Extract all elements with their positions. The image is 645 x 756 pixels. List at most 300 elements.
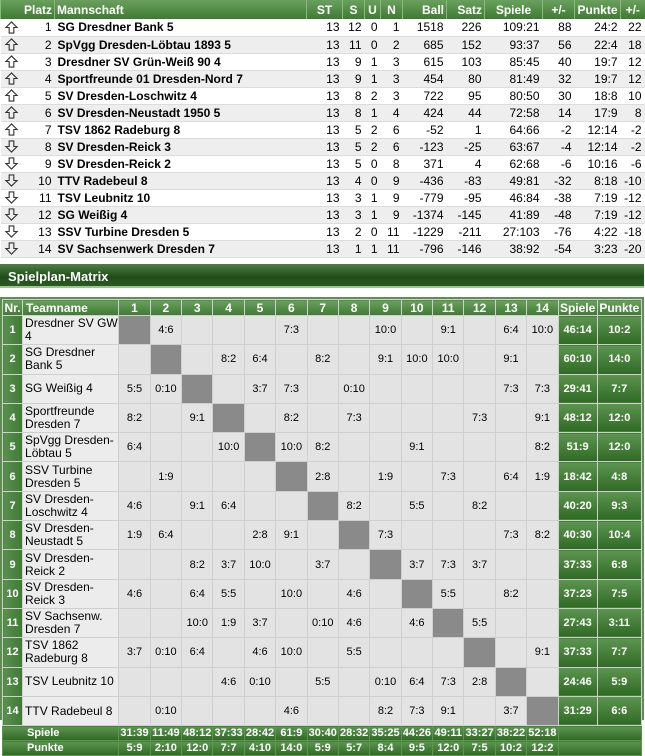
matrix-result-cell[interactable]: 0:10 xyxy=(150,374,181,403)
matrix-total-spiele: 31:29 xyxy=(558,696,597,725)
matrix-self-cell xyxy=(213,403,244,432)
matrix-team-name[interactable]: SSV Turbine Dresden 5 xyxy=(23,462,119,491)
standings-matches: 80:50 xyxy=(485,87,543,104)
matrix-result-cell[interactable]: 6:4 xyxy=(182,638,213,667)
standings-balls: 371 xyxy=(403,155,447,172)
matrix-result-cell[interactable]: 0:10 xyxy=(307,608,338,637)
standings-row[interactable] xyxy=(1,223,645,240)
matrix-result-cell[interactable]: 8:2 xyxy=(338,491,369,520)
matrix-team-name[interactable]: SV Dresden-Reick 2 xyxy=(23,550,119,579)
standings-wins: 12 xyxy=(343,19,365,36)
matrix-result-cell xyxy=(370,433,401,462)
matrix-total-spiele: 46:14 xyxy=(558,316,597,345)
matrix-result-cell[interactable]: 4:6 xyxy=(276,696,307,725)
standings-team-name: SV Dresden-Loschwitz 4 xyxy=(55,87,307,104)
matrix-result-cell[interactable]: 9:1 xyxy=(527,403,558,432)
matrix-result-cell[interactable]: 4:6 xyxy=(213,667,244,696)
matrix-result-cell[interactable]: 7:3 xyxy=(433,667,464,696)
standings-balls: -52 xyxy=(403,121,447,138)
matrix-row-number: 12 xyxy=(3,638,23,667)
matrix-result-cell[interactable]: 9:1 xyxy=(433,316,464,345)
matrix-row xyxy=(3,579,642,608)
matrix-result-cell[interactable]: 4:6 xyxy=(119,491,150,520)
matrix-col-6: 6 xyxy=(276,300,307,316)
matrix-result-cell[interactable]: 6:4 xyxy=(401,667,432,696)
standings-games: 13 xyxy=(307,138,343,155)
matrix-self-cell xyxy=(244,433,275,462)
matrix-result-cell[interactable]: 2:8 xyxy=(307,462,338,491)
matrix-result-cell[interactable]: 6:4 xyxy=(495,462,526,491)
col-points-diff[interactable]: +/- xyxy=(621,0,645,19)
standings-place: 14 xyxy=(23,240,55,257)
matrix-result-cell[interactable]: 4:6 xyxy=(244,638,275,667)
matrix-result-cell[interactable]: 1:9 xyxy=(527,462,558,491)
matrix-team-name[interactable]: SG Weißig 4 xyxy=(23,374,119,403)
matrix-result-cell[interactable]: 8:2 xyxy=(527,521,558,550)
standings-draws: 1 xyxy=(365,206,381,223)
matrix-result-cell[interactable]: 7:3 xyxy=(433,462,464,491)
matrix-result-cell[interactable]: 6:4 xyxy=(182,579,213,608)
arrow-down-icon xyxy=(1,155,23,172)
matrix-result-cell[interactable]: 9:1 xyxy=(495,345,526,374)
standings-points: 17:9 xyxy=(575,104,621,121)
matrix-result-cell xyxy=(495,608,526,637)
matrix-result-cell[interactable]: 9:1 xyxy=(370,345,401,374)
matrix-col-13: 13 xyxy=(495,300,526,316)
standings-games: 13 xyxy=(307,87,343,104)
matrix-result-cell xyxy=(150,667,181,696)
footer-punkte-value: 9:5 xyxy=(401,741,432,756)
matrix-result-cell[interactable]: 5:5 xyxy=(213,579,244,608)
standings-games: 13 xyxy=(307,53,343,70)
arrow-down-icon xyxy=(1,206,23,223)
matrix-result-cell[interactable]: 9:1 xyxy=(276,521,307,550)
standings-matches: 93:37 xyxy=(485,36,543,53)
standings-table xyxy=(0,0,645,258)
matrix-result-cell[interactable]: 9:1 xyxy=(433,696,464,725)
matrix-total-spiele: 37:23 xyxy=(558,579,597,608)
col-balls[interactable]: Ball xyxy=(403,0,447,19)
matrix-result-cell[interactable]: 3:7 xyxy=(464,550,495,579)
standings-losses: 2 xyxy=(381,36,403,53)
matrix-result-cell[interactable]: 5:5 xyxy=(433,579,464,608)
matrix-result-cell xyxy=(119,608,150,637)
matrix-result-cell[interactable]: 9:1 xyxy=(401,433,432,462)
standings-diff: -38 xyxy=(543,189,575,206)
standings-draws: 0 xyxy=(365,155,381,172)
matrix-result-cell xyxy=(495,403,526,432)
matrix-result-cell[interactable]: 3:7 xyxy=(119,638,150,667)
matrix-result-cell[interactable]: 4:6 xyxy=(338,608,369,637)
matrix-result-cell[interactable]: 10:0 xyxy=(276,638,307,667)
arrow-up-icon xyxy=(1,87,23,104)
matrix-result-cell[interactable]: 7:3 xyxy=(527,374,558,403)
standings-wins: 9 xyxy=(343,53,365,70)
matrix-result-cell[interactable]: 7:3 xyxy=(276,316,307,345)
standings-matches: 41:89 xyxy=(485,206,543,223)
matrix-result-cell[interactable]: 2:8 xyxy=(464,667,495,696)
matrix-result-cell xyxy=(464,316,495,345)
matrix-result-cell[interactable]: 4:6 xyxy=(338,579,369,608)
matrix-result-cell[interactable]: 3:7 xyxy=(307,550,338,579)
matrix-col-3: 3 xyxy=(182,300,213,316)
matrix-result-cell[interactable]: 10:0 xyxy=(401,345,432,374)
matrix-team-name[interactable]: SV Dresden-Neustadt 5 xyxy=(23,521,119,550)
matrix-result-cell xyxy=(433,374,464,403)
matrix-result-cell[interactable]: 3:7 xyxy=(213,550,244,579)
matrix-row xyxy=(3,491,642,520)
standings-row[interactable] xyxy=(1,19,645,36)
matrix-result-cell[interactable]: 6:4 xyxy=(213,491,244,520)
matrix-result-cell[interactable]: 6:4 xyxy=(150,521,181,550)
standings-team-name: Dresdner SV Grün-Weiß 90 4 xyxy=(55,53,307,70)
standings-row[interactable] xyxy=(1,36,645,53)
standings-draws: 2 xyxy=(365,87,381,104)
matrix-result-cell[interactable]: 1:9 xyxy=(150,462,181,491)
matrix-total-punkte: 12:0 xyxy=(597,433,641,462)
matrix-result-cell[interactable]: 0:10 xyxy=(244,667,275,696)
matrix-result-cell[interactable]: 10:0 xyxy=(244,550,275,579)
matrix-result-cell xyxy=(433,638,464,667)
matrix-result-cell[interactable]: 10:0 xyxy=(370,316,401,345)
arrow-up-icon xyxy=(1,53,23,70)
standings-sets: 226 xyxy=(447,19,485,36)
standings-matches: 27:103 xyxy=(485,223,543,240)
footer-spiele-value: 49:11 xyxy=(434,727,463,740)
standings-games: 13 xyxy=(307,240,343,257)
standings-points: 10:16 xyxy=(575,155,621,172)
matrix-self-cell xyxy=(338,521,369,550)
standings-team-name: SV Dresden-Reick 3 xyxy=(55,138,307,155)
matrix-result-cell[interactable]: 5:5 xyxy=(119,374,150,403)
matrix-team-name[interactable]: SpVgg Dresden-Löbtau 5 xyxy=(23,433,119,462)
standings-games: 13 xyxy=(307,19,343,36)
matrix-result-cell[interactable]: 10:0 xyxy=(527,316,558,345)
standings-losses: 6 xyxy=(381,138,403,155)
matrix-row-number: 8 xyxy=(3,521,23,550)
col-sets[interactable]: Satz xyxy=(447,0,485,19)
standings-draws: 1 xyxy=(365,240,381,257)
standings-points: 4:22 xyxy=(575,223,621,240)
matrix-team-name[interactable]: SG Dresdner Bank 5 xyxy=(23,345,119,374)
matrix-result-cell xyxy=(150,433,181,462)
standings-diff: 30 xyxy=(543,87,575,104)
col-losses[interactable]: N xyxy=(381,0,403,19)
matrix-result-cell[interactable]: 10:0 xyxy=(182,608,213,637)
col-team[interactable]: Mannschaft xyxy=(55,0,307,19)
footer-spiele-value: 52:18 xyxy=(528,727,557,740)
matrix-result-cell[interactable]: 10:0 xyxy=(276,433,307,462)
standings-draws: 2 xyxy=(365,138,381,155)
matrix-result-cell xyxy=(527,550,558,579)
standings-games: 13 xyxy=(307,172,343,189)
matrix-result-cell xyxy=(495,433,526,462)
footer-punkte-value: 12:2 xyxy=(527,741,558,756)
matrix-result-cell xyxy=(495,491,526,520)
matrix-result-cell[interactable]: 3:7 xyxy=(495,696,526,725)
standings-diff: -4 xyxy=(543,138,575,155)
matrix-result-cell xyxy=(150,550,181,579)
standings-row[interactable] xyxy=(1,53,645,70)
matrix-result-cell[interactable]: 3:7 xyxy=(401,550,432,579)
standings-matches: 62:68 xyxy=(485,155,543,172)
standings-points: 22:4 xyxy=(575,36,621,53)
matrix-result-cell xyxy=(464,579,495,608)
matrix-panel xyxy=(0,297,644,755)
matrix-result-cell xyxy=(244,403,275,432)
matrix-result-cell[interactable]: 8:2 xyxy=(213,345,244,374)
matrix-total-punkte: 3:11 xyxy=(597,608,641,637)
matrix-result-cell xyxy=(276,491,307,520)
standings-wins: 5 xyxy=(343,155,365,172)
col-diff[interactable]: +/- xyxy=(543,0,575,19)
arrow-up-icon xyxy=(1,104,23,121)
standings-matches: 72:58 xyxy=(485,104,543,121)
matrix-col-team: Teamname xyxy=(23,300,119,316)
matrix-result-cell xyxy=(464,521,495,550)
standings-points-diff: -18 xyxy=(621,223,645,240)
matrix-team-name[interactable]: TSV 1862 Radeburg 8 xyxy=(23,638,119,667)
matrix-col-8: 8 xyxy=(338,300,369,316)
matrix-result-cell xyxy=(276,667,307,696)
matrix-result-cell[interactable]: 0:10 xyxy=(150,696,181,725)
standings-matches: 63:67 xyxy=(485,138,543,155)
matrix-result-cell[interactable]: 4:6 xyxy=(119,579,150,608)
matrix-total-punkte: 12:0 xyxy=(597,403,641,432)
arrow-up-icon xyxy=(1,70,23,87)
standings-team-name: SV Dresden-Neustadt 1950 5 xyxy=(55,104,307,121)
standings-points-diff: 12 xyxy=(621,53,645,70)
standings-games: 13 xyxy=(307,206,343,223)
matrix-self-cell xyxy=(527,696,558,725)
matrix-team-name[interactable]: TSV Leubnitz 10 xyxy=(23,667,119,696)
matrix-result-cell[interactable]: 8:2 xyxy=(464,491,495,520)
standings-row[interactable] xyxy=(1,155,645,172)
matrix-result-cell[interactable]: 7:3 xyxy=(401,696,432,725)
matrix-result-cell[interactable]: 6:4 xyxy=(495,316,526,345)
col-wins[interactable]: S xyxy=(343,0,365,19)
matrix-team-name[interactable]: SV Sachsenw. Dresden 7 xyxy=(23,608,119,637)
standings-place: 9 xyxy=(23,155,55,172)
footer-spiele-value: 35:25 xyxy=(371,727,400,740)
matrix-result-cell[interactable]: 5:5 xyxy=(338,638,369,667)
matrix-result-cell[interactable]: 7:3 xyxy=(495,374,526,403)
footer-spiele-value: 31:39 xyxy=(120,727,149,740)
matrix-result-cell[interactable]: 3:7 xyxy=(244,608,275,637)
matrix-result-cell[interactable]: 7:3 xyxy=(276,374,307,403)
matrix-result-cell xyxy=(276,608,307,637)
matrix-col-4: 4 xyxy=(213,300,244,316)
standings-points-diff: 8 xyxy=(621,104,645,121)
matrix-team-name[interactable]: Sportfreunde Dresden 7 xyxy=(23,403,119,432)
standings-points-diff: -10 xyxy=(621,172,645,189)
matrix-result-cell xyxy=(213,696,244,725)
matrix-result-cell[interactable]: 1:9 xyxy=(213,608,244,637)
standings-points: 19:7 xyxy=(575,53,621,70)
matrix-result-cell xyxy=(338,316,369,345)
standings-points: 7:19 xyxy=(575,206,621,223)
matrix-row xyxy=(3,345,642,374)
matrix-result-cell xyxy=(213,462,244,491)
standings-points-diff: 18 xyxy=(621,36,645,53)
standings-games: 13 xyxy=(307,70,343,87)
matrix-total-punkte: 7:7 xyxy=(597,374,641,403)
matrix-result-cell[interactable]: 7:3 xyxy=(433,550,464,579)
matrix-result-cell[interactable]: 0:10 xyxy=(370,667,401,696)
standings-losses: 11 xyxy=(381,240,403,257)
matrix-result-cell[interactable]: 9:1 xyxy=(182,403,213,432)
standings-wins: 9 xyxy=(343,70,365,87)
matrix-result-cell[interactable]: 8:2 xyxy=(370,696,401,725)
matrix-result-cell[interactable]: 4:6 xyxy=(401,608,432,637)
standings-games: 13 xyxy=(307,189,343,206)
standings-team-name: TSV Leubnitz 10 xyxy=(55,189,307,206)
matrix-row xyxy=(3,462,642,491)
matrix-result-cell[interactable]: 0:10 xyxy=(338,374,369,403)
col-points[interactable]: Punkte xyxy=(575,0,621,19)
matrix-result-cell[interactable]: 5:5 xyxy=(464,608,495,637)
standings-row[interactable] xyxy=(1,87,645,104)
standings-wins: 8 xyxy=(343,104,365,121)
matrix-result-cell xyxy=(119,345,150,374)
matrix-col-11: 11 xyxy=(433,300,464,316)
standings-balls: 424 xyxy=(403,104,447,121)
standings-balls: 1518 xyxy=(403,19,447,36)
col-place[interactable]: Platz xyxy=(1,0,55,19)
matrix-result-cell[interactable]: 2:8 xyxy=(244,521,275,550)
standings-place: 10 xyxy=(23,172,55,189)
matrix-result-cell[interactable]: 7:3 xyxy=(495,521,526,550)
matrix-result-cell xyxy=(370,491,401,520)
standings-place: 8 xyxy=(23,138,55,155)
matrix-self-cell xyxy=(401,579,432,608)
standings-draws: 1 xyxy=(365,70,381,87)
matrix-result-cell[interactable]: 7:3 xyxy=(370,521,401,550)
matrix-result-cell[interactable]: 7:3 xyxy=(338,403,369,432)
matrix-col-10: 10 xyxy=(401,300,432,316)
matrix-result-cell[interactable]: 6:4 xyxy=(119,433,150,462)
matrix-result-cell[interactable]: 8:2 xyxy=(182,550,213,579)
matrix-col-5: 5 xyxy=(244,300,275,316)
matrix-result-cell xyxy=(307,521,338,550)
matrix-result-cell[interactable]: 10:0 xyxy=(276,579,307,608)
matrix-result-cell xyxy=(150,608,181,637)
matrix-result-cell[interactable]: 10:0 xyxy=(433,345,464,374)
matrix-self-cell xyxy=(433,608,464,637)
standings-balls: -1374 xyxy=(403,206,447,223)
footer-punkte-value: 5:7 xyxy=(338,741,369,756)
col-draws[interactable]: U xyxy=(365,0,381,19)
matrix-self-cell xyxy=(495,667,526,696)
standings-diff: -32 xyxy=(543,172,575,189)
result-matrix xyxy=(2,299,642,756)
standings-diff: -48 xyxy=(543,206,575,223)
col-matches[interactable]: Spiele xyxy=(485,0,543,19)
standings-row[interactable] xyxy=(1,206,645,223)
standings-points-diff: -12 xyxy=(621,189,645,206)
matrix-result-cell[interactable]: 8:2 xyxy=(527,433,558,462)
standings-row[interactable] xyxy=(1,104,645,121)
matrix-row xyxy=(3,374,642,403)
matrix-result-cell[interactable]: 7:3 xyxy=(464,403,495,432)
matrix-result-cell xyxy=(464,374,495,403)
matrix-result-cell xyxy=(119,550,150,579)
matrix-result-cell xyxy=(401,521,432,550)
standings-row[interactable] xyxy=(1,70,645,87)
matrix-total-spiele: 48:12 xyxy=(558,403,597,432)
matrix-result-cell xyxy=(370,579,401,608)
standings-points: 7:19 xyxy=(575,189,621,206)
matrix-result-cell[interactable]: 4:6 xyxy=(150,316,181,345)
standings-losses: 9 xyxy=(381,206,403,223)
matrix-result-cell[interactable]: 1:9 xyxy=(119,521,150,550)
matrix-team-name[interactable]: TTV Radebeul 8 xyxy=(23,696,119,725)
standings-row[interactable] xyxy=(1,240,645,257)
col-games[interactable]: ST xyxy=(307,0,343,19)
standings-wins: 8 xyxy=(343,87,365,104)
arrow-down-icon xyxy=(1,189,23,206)
arrow-down-icon xyxy=(1,223,23,240)
matrix-result-cell xyxy=(150,579,181,608)
standings-matches: 46:84 xyxy=(485,189,543,206)
matrix-total-punkte: 6:6 xyxy=(597,696,641,725)
matrix-row xyxy=(3,608,642,637)
standings-row[interactable] xyxy=(1,121,645,138)
matrix-result-cell[interactable]: 5:5 xyxy=(401,491,432,520)
matrix-team-name[interactable]: SV Dresden-Loschwitz 4 xyxy=(23,491,119,520)
standings-games: 13 xyxy=(307,104,343,121)
matrix-result-cell[interactable]: 0:10 xyxy=(150,638,181,667)
matrix-result-cell[interactable]: 8:2 xyxy=(119,403,150,432)
footer-punkte-value: 12:0 xyxy=(433,741,464,756)
matrix-result-cell[interactable]: 6:4 xyxy=(244,345,275,374)
matrix-result-cell[interactable]: 8:2 xyxy=(307,345,338,374)
matrix-result-cell[interactable]: 1:9 xyxy=(370,462,401,491)
footer-punkte-value: 4:10 xyxy=(244,741,275,756)
matrix-team-name[interactable]: Dresdner SV GW 4 xyxy=(23,316,119,345)
standings-points-diff: -20 xyxy=(621,240,645,257)
standings-row[interactable] xyxy=(1,189,645,206)
matrix-result-cell[interactable]: 3:7 xyxy=(244,374,275,403)
footer-filler xyxy=(558,726,641,741)
matrix-result-cell[interactable]: 9:1 xyxy=(182,491,213,520)
matrix-total-spiele: 37:33 xyxy=(558,550,597,579)
matrix-row xyxy=(3,550,642,579)
standings-row[interactable] xyxy=(1,172,645,189)
matrix-result-cell[interactable]: 8:2 xyxy=(276,403,307,432)
matrix-result-cell xyxy=(401,462,432,491)
matrix-col-nr: Nr. xyxy=(3,300,23,316)
matrix-body xyxy=(3,316,642,726)
standings-diff: -2 xyxy=(543,121,575,138)
matrix-result-cell[interactable]: 5:5 xyxy=(307,667,338,696)
matrix-result-cell[interactable]: 8:2 xyxy=(495,579,526,608)
standings-sets: 103 xyxy=(447,53,485,70)
matrix-result-cell[interactable]: 9:1 xyxy=(527,638,558,667)
matrix-result-cell[interactable]: 8:2 xyxy=(307,433,338,462)
standings-points: 8:18 xyxy=(575,172,621,189)
matrix-result-cell xyxy=(401,316,432,345)
matrix-result-cell xyxy=(527,579,558,608)
footer-spiele-value: 28:42 xyxy=(245,727,275,740)
matrix-self-cell xyxy=(119,316,150,345)
matrix-total-punkte: 4:8 xyxy=(597,462,641,491)
matrix-result-cell[interactable]: 10:0 xyxy=(213,433,244,462)
standings-row[interactable] xyxy=(1,138,645,155)
matrix-team-name[interactable]: SV Dresden-Reick 3 xyxy=(23,579,119,608)
matrix-result-cell xyxy=(244,316,275,345)
matrix-total-punkte: 14:0 xyxy=(597,345,641,374)
